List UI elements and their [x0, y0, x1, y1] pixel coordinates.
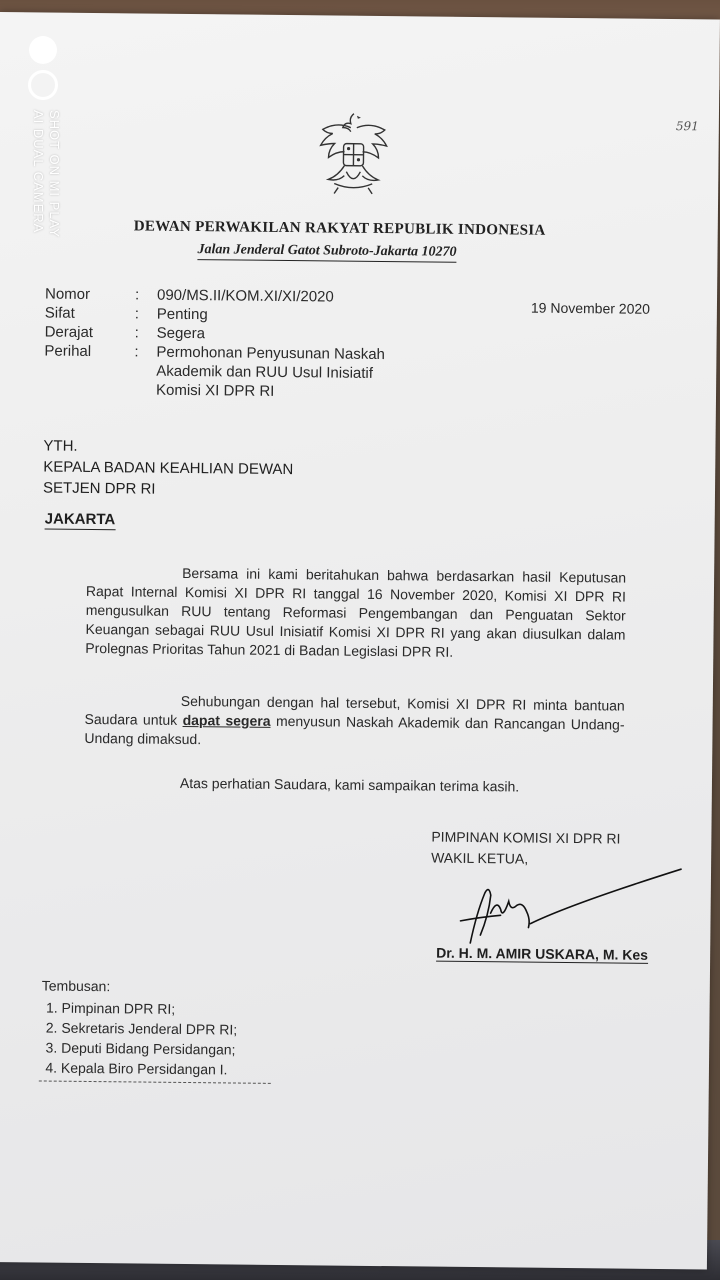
watermark-line: SHOT ON MI PLAY — [47, 110, 62, 238]
meta-colon: : — [134, 286, 140, 304]
handwritten-page-number: 591 — [675, 119, 699, 134]
carbon-copy-list — [41, 975, 238, 1079]
dashed-divider — [39, 1080, 271, 1083]
watermark-ring-icon — [28, 70, 58, 100]
letter-date: 19 November 2020 — [530, 299, 651, 317]
meta-value: Penting — [156, 305, 208, 324]
paragraph-text: menyusun Naskah Akademik dan Rancangan Undang-Undang dimaksud. — [84, 712, 625, 748]
meta-label: Derajat — [44, 323, 94, 341]
letterhead — [133, 218, 545, 263]
cc-title: Tembusan: — [41, 977, 111, 995]
watermark-dot-icon — [29, 36, 57, 64]
meta-colon: : — [134, 343, 139, 361]
body-paragraph-3: Atas perhatian Saudara, kami sampaikan terima kasih. — [179, 774, 520, 795]
letter-sheet — [0, 12, 720, 1269]
cc-item: 3. Deputi Bidang Persidangan; — [61, 1038, 237, 1060]
meta-row-perihal — [44, 341, 437, 402]
letter-metadata — [44, 284, 437, 402]
paragraph-text: Sehubungan dengan hal tersebut, Komisi XI DPR RI minta bantuan Saudara untuk — [84, 692, 625, 728]
addressee-city: JAKARTA — [44, 510, 116, 529]
addressee-line: KEPALA BADAN KEAHLIAN DEWAN — [43, 458, 294, 479]
meta-value: Segera — [156, 324, 206, 343]
cc-item: 4. Kepala Biro Persidangan I. — [61, 1058, 237, 1080]
signer-name: Dr. H. M. AMIR USKARA, M. Kes — [436, 944, 649, 963]
signature-title-line: WAKIL KETUA, — [431, 849, 529, 867]
garuda-emblem-icon — [306, 107, 402, 198]
cc-item: 1. Pimpinan DPR RI; — [61, 998, 237, 1020]
watermark-line: AI DUAL CAMERA — [31, 110, 46, 234]
meta-value: Permohonan Penyusunan Naskah Akademik dan RUU Usul Inisiatif Komisi XI DPR RI — [155, 343, 386, 400]
institution-name: DEWAN PERWAKILAN RAKYAT REPUBLIK INDONESIA — [133, 218, 546, 239]
meta-colon: : — [134, 305, 140, 323]
signature-title-line: PIMPINAN KOMISI XI DPR RI — [431, 828, 621, 847]
meta-label: Perihal — [44, 342, 92, 360]
body-paragraph-2 — [84, 691, 625, 754]
cc-item: 2. Sekretaris Jenderal DPR RI; — [61, 1018, 237, 1040]
meta-value: 090/MS.II/KOM.XI/XI/2020 — [156, 286, 334, 306]
addressee — [43, 435, 294, 501]
addressee-line: YTH. — [43, 437, 78, 455]
emphasized-text: dapat segera — [182, 711, 271, 729]
addressee-line: SETJEN DPR RI — [42, 479, 156, 498]
meta-colon: : — [134, 324, 139, 342]
meta-label: Nomor — [44, 285, 91, 303]
camera-watermark — [28, 36, 58, 100]
meta-label: Sifat — [44, 304, 75, 322]
body-paragraph-1: Bersama ini kami beritahukan bahwa berdasarkan hasil Keputusan Rapat Internal Komisi XI DPR RI tanggal 16 November 2020, Komisi XI DPR RI mengusulkan RUU tentang Reformasi Pengembangan dan Penguatan Sektor Keuangan sebagai RUU Usul Inisiatif Komisi XI DPR RI yang akan diusulkan dalam Prolegnas Prioritas Tahun 2021 di Badan Legislasi DPR RI. — [85, 564, 627, 660]
camera-watermark-text — [30, 110, 62, 238]
institution-address: Jalan Jenderal Gatot Subroto-Jakarta 10270 — [197, 242, 456, 263]
